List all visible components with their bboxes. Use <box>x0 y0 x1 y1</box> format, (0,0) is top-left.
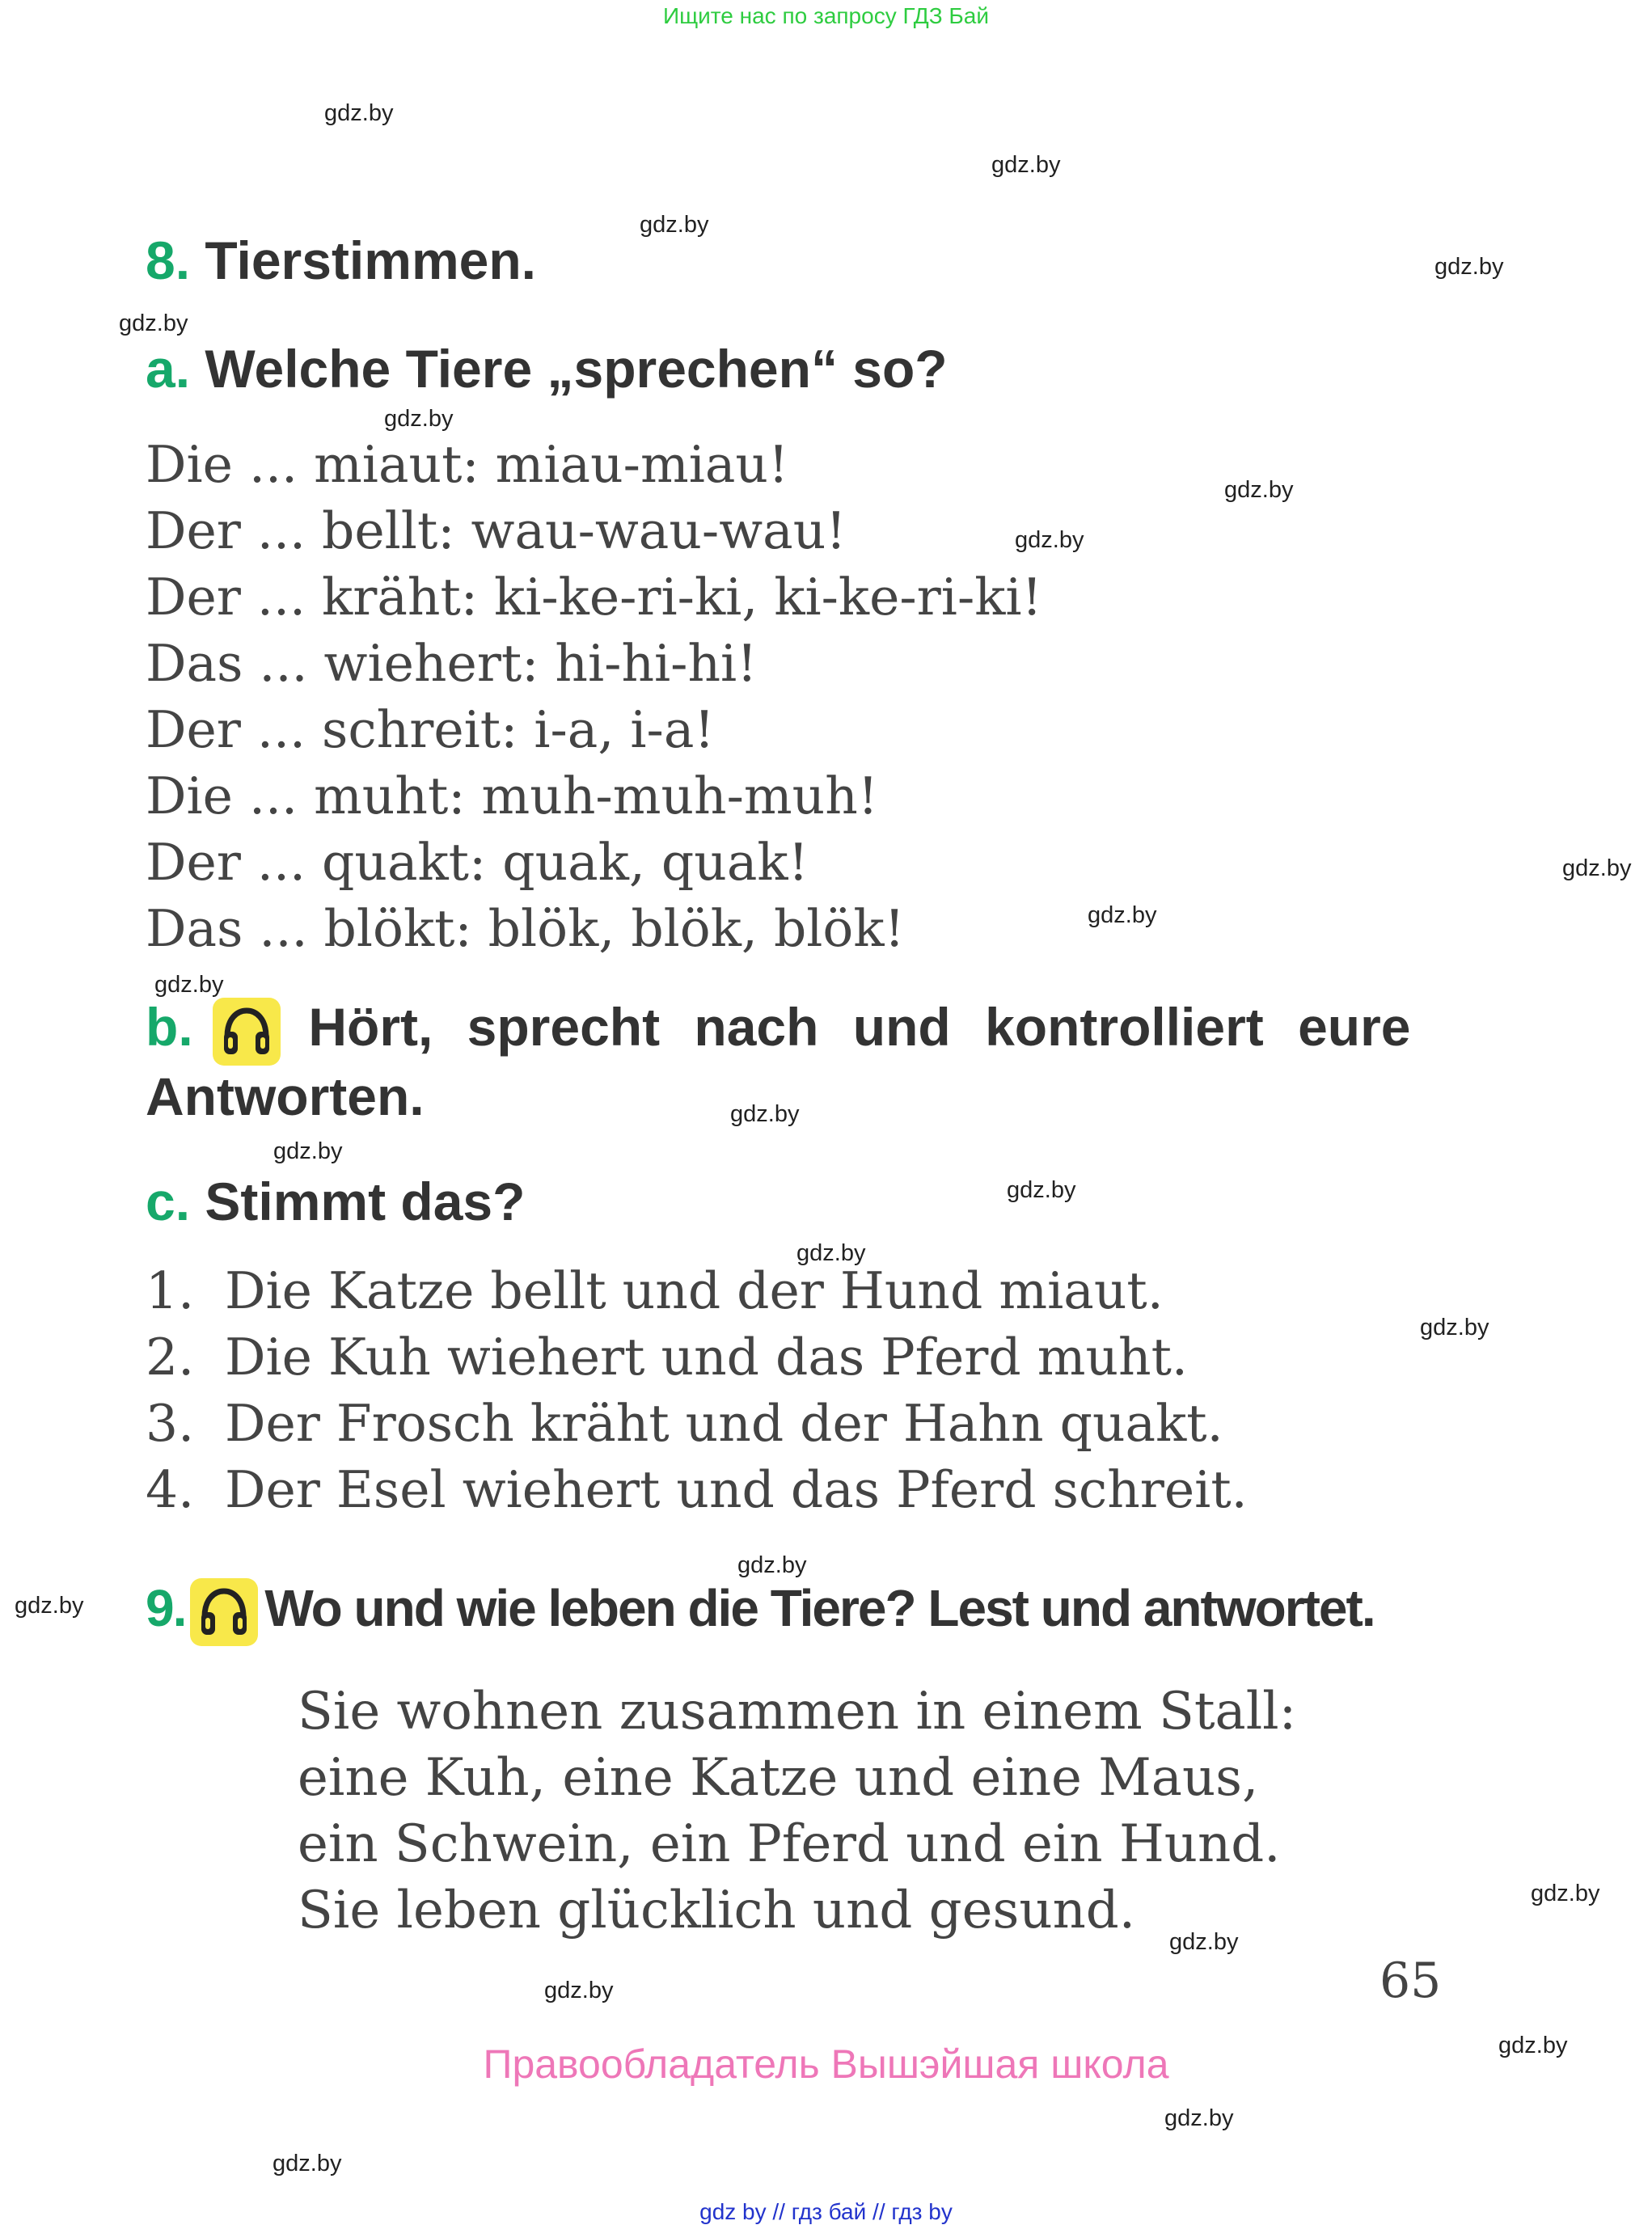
poem-line: Sie wohnen zusammen in einem Stall: <box>298 1682 1297 1742</box>
list-item: Die ... muht: muh-muh-muh! <box>146 766 879 825</box>
task-c-heading <box>146 1171 525 1232</box>
task-label: a. <box>146 339 191 399</box>
watermark: gdz.by <box>1498 2033 1568 2058</box>
animal-sounds-list <box>146 432 1358 965</box>
watermark: gdz.by <box>1420 1315 1489 1340</box>
task-b-heading <box>146 996 1447 1066</box>
item-number: 1. <box>146 1261 195 1320</box>
list-item <box>146 1460 1248 1519</box>
list-item: Der ... bellt: wau-wau-wau! <box>146 501 847 560</box>
exercise-title: Wo und wie leben die Tiere? Lest und antwortet. <box>264 1579 1375 1637</box>
watermark: gdz.by <box>1562 855 1632 881</box>
exercise-8-heading <box>146 230 536 291</box>
item-number: 4. <box>146 1460 195 1519</box>
poem-line: Sie leben glücklich und gesund. <box>298 1881 1136 1940</box>
watermark: gdz.by <box>544 1978 614 2003</box>
item-text: Der Esel wiehert und das Pferd schreit. <box>225 1460 1248 1519</box>
task-b-continuation: Antworten. <box>146 1066 425 1126</box>
list-item <box>146 1394 1223 1453</box>
watermark: gdz.by <box>1224 477 1294 503</box>
watermark: gdz.by <box>154 972 224 998</box>
copyright-owner: Правообладатель Вышэйшая школа <box>483 2041 1169 2087</box>
watermark: gdz.by <box>384 406 454 432</box>
list-item: Der ... schreit: i-a, i-a! <box>146 700 715 759</box>
page-number: 65 <box>1379 1953 1442 2009</box>
exercise-number: 8. <box>146 230 191 290</box>
watermark: gdz.by <box>730 1101 800 1127</box>
item-number: 3. <box>146 1394 195 1453</box>
poem <box>298 1682 1430 1957</box>
watermark: gdz.by <box>796 1240 866 1266</box>
footer-links[interactable]: gdz by // гдз бай // гдз by <box>699 2199 953 2224</box>
watermark: gdz.by <box>1169 1929 1239 1955</box>
watermark: gdz.by <box>640 212 709 238</box>
watermark: gdz.by <box>1434 254 1504 280</box>
watermark: gdz.by <box>1531 1881 1600 1906</box>
poem-line: ein Schwein, ein Pferd und ein Hund. <box>298 1814 1281 1874</box>
item-number: 2. <box>146 1328 195 1387</box>
list-item: Die ... miaut: miau-miau! <box>146 435 789 494</box>
watermark: gdz.by <box>273 1138 343 1164</box>
item-text: Die Katze bellt und der Hund miaut. <box>225 1261 1164 1320</box>
task-title: Stimmt das? <box>205 1172 526 1231</box>
watermark: gdz.by <box>1088 902 1157 928</box>
watermark: gdz.by <box>1164 2105 1234 2131</box>
top-banner[interactable]: Ищите нас по запросу ГДЗ Бай <box>662 3 990 28</box>
watermark: gdz.by <box>1007 1177 1076 1203</box>
exercise-number: 9. <box>146 1579 186 1637</box>
poem-line: eine Kuh, eine Katze und eine Maus, <box>298 1748 1259 1808</box>
exercise-9-heading <box>146 1578 1375 1646</box>
item-text: Die Kuh wiehert und das Pferd muht. <box>225 1328 1188 1387</box>
list-item: Der ... kräht: ki-ke-ri-ki, ki-ke-ri-ki! <box>146 568 1042 627</box>
statements-list <box>146 1261 1439 1536</box>
list-item: Das ... wiehert: hi-hi-hi! <box>146 634 758 693</box>
list-item: Der ... quakt: quak, quak! <box>146 833 809 892</box>
list-item <box>146 1261 1164 1320</box>
list-item: Das ... blökt: blök, blök, blök! <box>146 899 905 958</box>
task-title: Welche Tiere „sprechen“ so? <box>205 339 948 399</box>
watermark: gdz.by <box>737 1552 807 1578</box>
headphones-icon[interactable] <box>213 998 281 1066</box>
exercise-title: Tierstimmen. <box>205 230 536 290</box>
task-instruction: Hört, sprecht nach und kontrolliert eure <box>308 997 1411 1057</box>
task-label: b. <box>146 997 193 1057</box>
watermark: gdz.by <box>1015 527 1084 553</box>
item-text: Der Frosch kräht und der Hahn quakt. <box>225 1394 1223 1453</box>
headphones-icon[interactable] <box>190 1578 258 1646</box>
watermark: gdz.by <box>119 310 188 336</box>
task-label: c. <box>146 1172 191 1231</box>
watermark: gdz.by <box>991 152 1061 178</box>
task-a-heading <box>146 338 948 399</box>
watermark: gdz.by <box>273 2151 342 2176</box>
list-item <box>146 1328 1188 1387</box>
watermark: gdz.by <box>15 1593 84 1619</box>
watermark: gdz.by <box>324 100 394 126</box>
